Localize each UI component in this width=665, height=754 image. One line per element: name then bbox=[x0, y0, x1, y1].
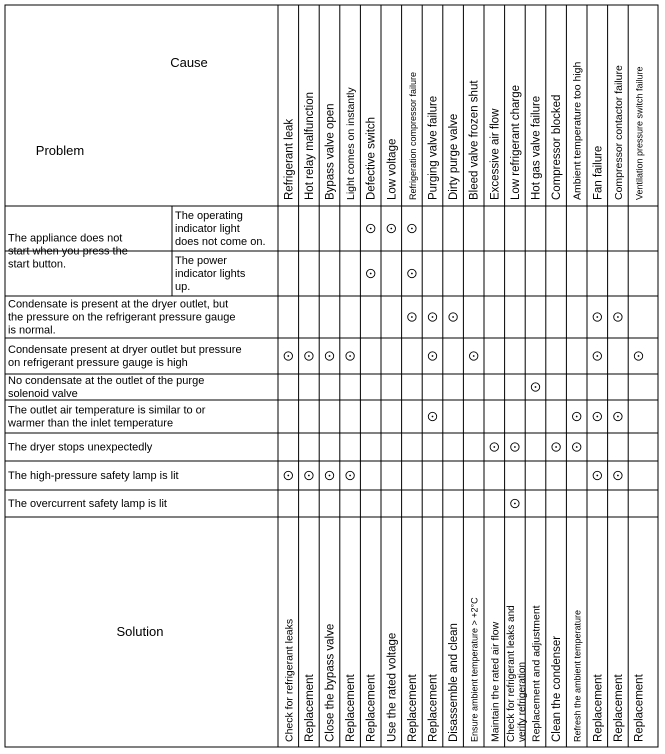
symptom-mark bbox=[284, 352, 292, 360]
cause-label: Ambient temperature too high bbox=[571, 61, 584, 200]
symptom-mark bbox=[367, 224, 375, 232]
symptom-mark bbox=[593, 313, 601, 321]
cause-label: Fan failure bbox=[592, 145, 605, 200]
problem-header: Problem bbox=[35, 143, 85, 158]
symptom-mark bbox=[470, 352, 478, 360]
cause-label: Compressor contactor failure bbox=[612, 65, 625, 200]
symptom-mark bbox=[511, 443, 519, 451]
symptom-mark bbox=[593, 471, 601, 479]
sub-problem-text: The operating indicator light does not come on. bbox=[175, 210, 266, 248]
solution-label: Replacement bbox=[612, 674, 625, 742]
solution-label: Maintain the rated air flow bbox=[489, 621, 502, 742]
symptom-mark bbox=[367, 269, 375, 277]
symptom-mark bbox=[449, 313, 457, 321]
symptom-mark bbox=[614, 471, 622, 479]
symptom-mark bbox=[573, 443, 581, 451]
solution-label: Use the rated voltage bbox=[386, 632, 399, 742]
cause-label: Refrigeration compressor failure bbox=[407, 71, 418, 200]
cause-header: Cause bbox=[170, 55, 208, 70]
solution-label: Replacement bbox=[427, 674, 440, 742]
solution-label: Check for refrigerant leaks andverify refrigeration bbox=[505, 605, 528, 742]
cause-label: Hot gas valve failure bbox=[530, 95, 543, 200]
symptom-mark bbox=[428, 352, 436, 360]
symptom-mark bbox=[346, 471, 354, 479]
cause-label: Light comes on instantly bbox=[345, 87, 358, 200]
problem-text: Condensate is present at the dryer outlet, but the pressure on the refrigerant pressure gauge is normal. bbox=[8, 298, 236, 337]
cause-label: Ventilation pressure switch failure bbox=[634, 66, 645, 200]
cause-label: Bleed valve frozen shut bbox=[468, 80, 481, 200]
cause-label: Purging valve failure bbox=[427, 95, 440, 200]
symptom-mark bbox=[531, 383, 539, 391]
problem-text: The appliance does not start when you press the start button. bbox=[8, 232, 128, 271]
symptom-mark bbox=[593, 352, 601, 360]
symptom-mark bbox=[593, 412, 601, 420]
symptom-mark bbox=[511, 499, 519, 507]
cause-label: Defective switch bbox=[365, 116, 378, 200]
solution-label: Check for refrigerant leaks bbox=[283, 618, 296, 742]
cause-label: Dirty purge valve bbox=[448, 113, 461, 200]
solution-label: Replacement bbox=[592, 674, 605, 742]
symptom-mark bbox=[305, 352, 313, 360]
symptom-mark bbox=[325, 352, 333, 360]
cause-label: Refrigerant leak bbox=[283, 118, 296, 200]
solution-label: Replacement bbox=[633, 674, 646, 742]
symptom-mark bbox=[614, 412, 622, 420]
problem-text: The high-pressure safety lamp is lit bbox=[8, 470, 179, 482]
solution-label: Clean the condenser bbox=[551, 635, 564, 742]
symptom-mark bbox=[284, 471, 292, 479]
symptom-mark bbox=[552, 443, 560, 451]
symptom-mark bbox=[428, 412, 436, 420]
symptom-mark bbox=[305, 471, 313, 479]
sub-problem-text: The power indicator lights up. bbox=[175, 255, 246, 293]
cause-label: Compressor blocked bbox=[551, 94, 564, 200]
symptom-mark bbox=[408, 313, 416, 321]
problem-rows bbox=[7, 210, 266, 510]
solution-label: Replacement bbox=[365, 674, 378, 742]
solution-label: Replacement bbox=[345, 674, 358, 742]
problem-text: No condensate at the outlet of the purge solenoid valve bbox=[8, 375, 205, 400]
cause-label: Hot relay malfunction bbox=[303, 91, 316, 200]
symptom-mark bbox=[408, 269, 416, 277]
symptom-mark bbox=[490, 443, 498, 451]
symptom-mark bbox=[614, 313, 622, 321]
symptom-mark bbox=[346, 352, 354, 360]
cause-label: Low voltage bbox=[386, 138, 399, 200]
solution-label: Disassemble and clean bbox=[448, 623, 461, 742]
symptom-mark bbox=[573, 412, 581, 420]
problem-text: The overcurrent safety lamp is lit bbox=[8, 498, 167, 510]
symptom-mark bbox=[428, 313, 436, 321]
problem-text: The dryer stops unexpectedly bbox=[8, 441, 153, 454]
solution-labels bbox=[283, 597, 645, 742]
symptom-mark bbox=[634, 352, 642, 360]
cause-label: Low refrigerant charge bbox=[509, 84, 522, 200]
solution-label: Refresh the ambient temperature bbox=[572, 609, 583, 742]
problem-text: Condensate present at dryer outlet but pressure on refrigerant pressure gauge is high bbox=[8, 344, 242, 369]
symptom-mark bbox=[408, 224, 416, 232]
solution-header: Solution bbox=[116, 624, 164, 639]
solution-label: Close the bypass valve bbox=[324, 623, 337, 742]
cause-label: Bypass valve open bbox=[324, 103, 337, 200]
symptom-mark bbox=[325, 471, 333, 479]
solution-label: Replacement and adjustment bbox=[530, 605, 543, 742]
problem-text: The outlet air temperature is similar to or warmer than the inlet temperature bbox=[8, 404, 206, 430]
symptom-mark bbox=[387, 224, 395, 232]
solution-label: Replacement bbox=[406, 674, 419, 742]
cause-label: Excessive air flow bbox=[489, 108, 502, 200]
solution-label: Replacement bbox=[303, 674, 316, 742]
solution-label: Ensure ambient temperature > +2°C bbox=[469, 597, 480, 742]
